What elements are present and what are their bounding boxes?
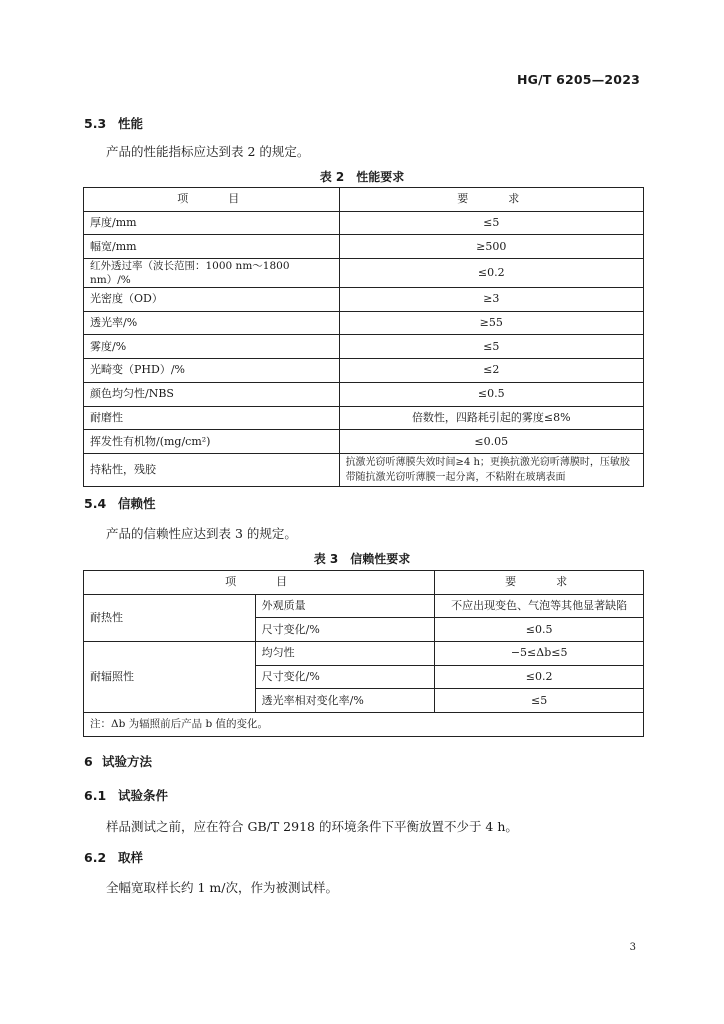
table-2	[83, 187, 644, 487]
row-item: 持粘性，残胶	[84, 453, 340, 486]
section-5-3-paragraph: 产品的性能指标应达到表 2 的规定。	[106, 144, 310, 159]
table-row	[84, 211, 644, 235]
table-note: 注：Δb 为辐照前后产品 b 值的变化。	[84, 713, 644, 737]
section-5-4-heading	[84, 494, 156, 512]
section-number: 5.3	[84, 116, 107, 131]
section-6-heading	[84, 752, 152, 770]
table-row	[84, 311, 644, 335]
standard-number: HG/T 6205—2023	[516, 72, 640, 87]
row-item: 颜色均匀性/NBS	[84, 382, 340, 406]
row-item: 厚度/mm	[84, 211, 340, 235]
row-item: 光密度（OD）	[84, 288, 340, 312]
row-item	[84, 430, 340, 454]
table-row	[84, 235, 644, 259]
row-requirement: 倍数性，四路耗引起的雾度≤8%	[339, 406, 643, 430]
section-number: 5.4	[84, 496, 107, 511]
section-number: 6.1	[84, 788, 107, 803]
row-requirement: ≤0.5	[435, 618, 644, 642]
section-6-2-paragraph: 全幅宽取样长约 1 m/次，作为被测试样。	[106, 880, 338, 895]
row-item: 耐磨性	[84, 406, 340, 430]
table-row	[84, 430, 644, 454]
row-requirement: ≥500	[339, 235, 643, 259]
table-row	[84, 359, 644, 383]
row-item: 雾度/%	[84, 335, 340, 359]
row-sub-item: 尺寸变化/%	[255, 665, 435, 689]
table-row	[84, 453, 644, 486]
section-number: 6	[84, 754, 93, 769]
table-row	[84, 382, 644, 406]
section-5-4-paragraph: 产品的信赖性应达到表 3 的规定。	[106, 526, 297, 541]
group-label-irradiation: 耐辐照性	[84, 642, 256, 713]
row-requirement: ≤5	[435, 689, 644, 713]
header-item: 项 目	[84, 188, 340, 212]
table-row	[84, 642, 644, 666]
row-item: 幅宽/mm	[84, 235, 340, 259]
table-row	[84, 406, 644, 430]
row-requirement: ≤0.05	[339, 430, 643, 454]
row-requirement: ≤0.2	[435, 665, 644, 689]
row-requirement: ≤5	[339, 211, 643, 235]
row-requirement: ≥55	[339, 311, 643, 335]
row-item: 透光率/%	[84, 311, 340, 335]
row-sub-item: 外观质量	[255, 594, 435, 618]
table-3	[83, 570, 644, 737]
header-requirement: 要 求	[435, 571, 644, 595]
table-row	[84, 594, 644, 618]
section-number: 6.2	[84, 850, 107, 865]
table-row	[84, 335, 644, 359]
table-header-row	[84, 188, 644, 212]
row-requirement: 抗激光窃听薄膜失效时间≥4 h；更换抗激光窃听薄膜时，压敏胶带随抗激光窃听薄膜一起分离，不粘附在玻璃表面	[339, 453, 643, 486]
section-title: 性能	[118, 116, 144, 131]
header-requirement: 要 求	[339, 188, 643, 212]
row-sub-item: 透光率相对变化率/%	[255, 689, 435, 713]
group-label-heat: 耐热性	[84, 594, 256, 641]
row-item: 红外透过率（波长范围：1000 nm～1800 nm）/%	[84, 259, 340, 288]
table-3-caption: 表 3 信赖性要求	[313, 552, 411, 566]
row-requirement: ≤5	[339, 335, 643, 359]
table-2-caption: 表 2 性能要求	[319, 170, 405, 184]
table-note-row	[84, 713, 644, 737]
table-row	[84, 259, 644, 288]
row-requirement: −5≤Δb≤5	[435, 642, 644, 666]
table-header-row	[84, 571, 644, 595]
section-title: 信赖性	[118, 496, 156, 511]
section-title: 试验方法	[102, 754, 153, 769]
section-6-1-heading	[84, 786, 168, 804]
row-sub-item: 尺寸变化/%	[255, 618, 435, 642]
row-requirement: ≤0.5	[339, 382, 643, 406]
row-item: 光畸变（PHD）/%	[84, 359, 340, 383]
row-requirement: ≤2	[339, 359, 643, 383]
header-item: 项 目	[84, 571, 435, 595]
table-row	[84, 288, 644, 312]
section-6-1-paragraph: 样品测试之前，应在符合 GB/T 2918 的环境条件下平衡放置不少于 4 h。	[106, 819, 518, 834]
section-title: 取样	[118, 850, 144, 865]
page-number: 3	[629, 942, 636, 953]
row-requirement: ≤0.2	[339, 259, 643, 288]
section-6-2-heading	[84, 848, 143, 866]
row-requirement: 不应出现变色、气泡等其他显著缺陷	[435, 594, 644, 618]
section-5-3-heading	[84, 114, 143, 132]
row-item-text: 挥发性有机物/(mg/cm²)	[90, 434, 211, 448]
row-requirement: ≥3	[339, 288, 643, 312]
row-sub-item: 均匀性	[255, 642, 435, 666]
section-title: 试验条件	[118, 788, 169, 803]
